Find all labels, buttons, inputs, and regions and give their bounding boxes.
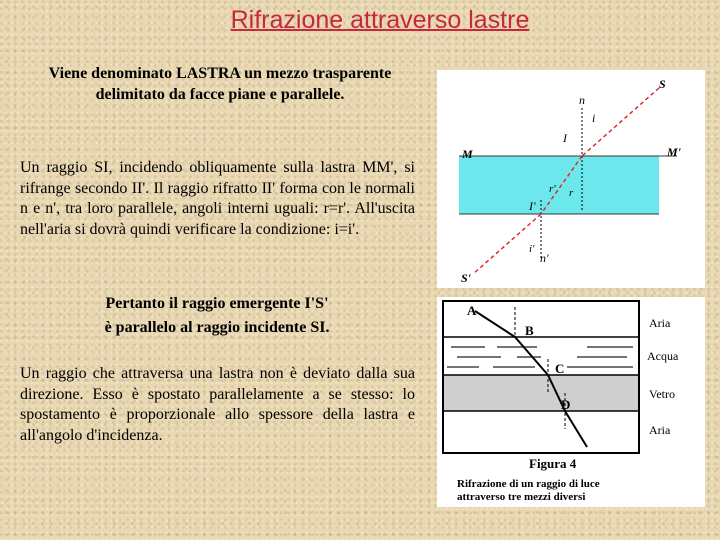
figure-title: Figura 4 <box>529 456 577 471</box>
figure-caption-2: attraverso tre mezzi diversi <box>457 491 586 503</box>
point-C: C <box>555 361 565 376</box>
label-S-prime: S' <box>461 271 472 285</box>
three-media-diagram <box>437 297 705 507</box>
conclusion-line-1: Pertanto il raggio emergente I'S' <box>105 295 329 312</box>
medium-air-top: Aria <box>649 316 671 330</box>
label-i: i <box>592 111 596 125</box>
intro-text: Viene denominato LASTRA un mezzo trasparente delimitato da facce piane e parallele. <box>48 65 392 103</box>
slab-refraction-diagram <box>437 70 705 288</box>
label-M-prime: M' <box>667 145 682 159</box>
label-r: r <box>569 187 574 199</box>
point-A: A <box>467 303 477 318</box>
point-B: B <box>525 323 534 338</box>
water-layer <box>443 337 639 375</box>
conclusion-line-2: è parallelo al raggio incidente SI. <box>104 319 330 336</box>
label-I-prime: I' <box>529 199 536 213</box>
label-r-prime-top: r' <box>549 183 556 195</box>
label-I: I <box>563 131 567 145</box>
conclusion-text <box>42 292 392 340</box>
point-D: D <box>561 397 571 412</box>
label-S: S <box>659 77 666 91</box>
label-n: n <box>579 93 585 107</box>
label-n-prime: n' <box>540 251 549 265</box>
figure-caption-1: Rifrazione di un raggio di luce <box>457 478 600 490</box>
medium-water: Acqua <box>647 349 679 363</box>
summary-text: Un raggio che attraversa una lastra non è deviato dalla sua direzione. Esso è spostato parallelamente a se stesso: lo spostamento è proporzionale allo spessore della lastra e all'angolo d'incidenza. <box>20 365 415 444</box>
page-title: Rifrazione attraverso lastre <box>230 6 530 34</box>
medium-air-bottom: Aria <box>649 423 671 437</box>
glass-layer <box>443 375 639 411</box>
label-i-prime: i' <box>529 243 535 255</box>
slab <box>459 156 659 214</box>
medium-glass: Vetro <box>649 387 675 401</box>
explanation-text: Un raggio SI, incidendo obliquamente sulla lastra MM', si rifrange secondo II'. Il raggio rifratto II' forma con le normali n e n', tra loro parallele, angoli interni uguali: r=r'. All'uscita nell'aria si dovrà quindi verificare la condizione: i=i'. <box>20 159 415 238</box>
label-M: M <box>462 147 473 161</box>
